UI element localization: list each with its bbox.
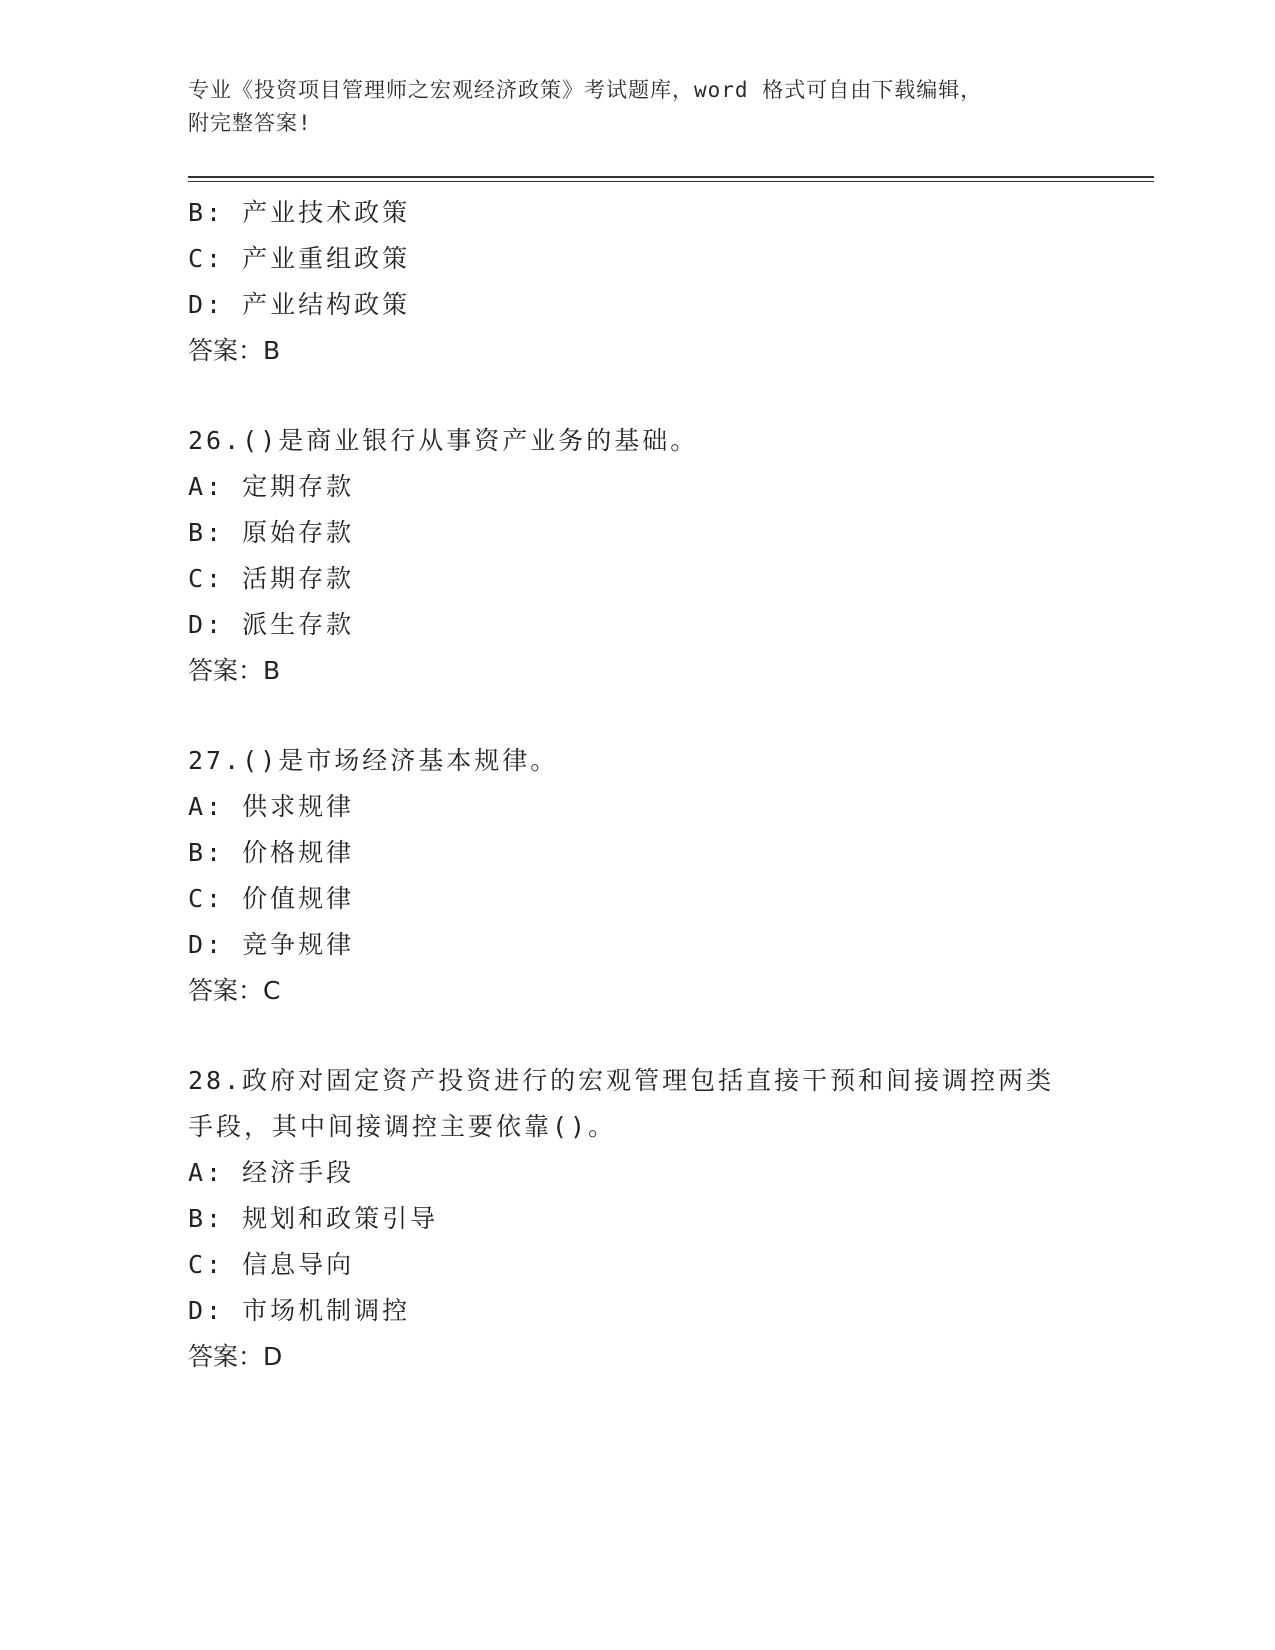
spacer bbox=[188, 374, 1088, 418]
document-header bbox=[188, 74, 1088, 140]
question-block-27 bbox=[188, 738, 1088, 1014]
option-b: B: 价格规律 bbox=[188, 838, 355, 867]
header-line-2: 附完整答案! bbox=[188, 111, 312, 135]
header-divider-thin bbox=[188, 181, 1154, 182]
question-text-line-1: 28.政府对固定资产投资进行的宏观管理包括直接干预和间接调控两类 bbox=[188, 1066, 1055, 1095]
answer: 答案：D bbox=[188, 1342, 283, 1371]
spacer bbox=[188, 1014, 1088, 1058]
option-d: D: 市场机制调控 bbox=[188, 1296, 411, 1325]
option-d: D: 派生存款 bbox=[188, 610, 355, 639]
option-a: A: 供求规律 bbox=[188, 792, 355, 821]
option-b: B: 规划和政策引导 bbox=[188, 1204, 439, 1233]
question-text: 26.()是商业银行从事资产业务的基础。 bbox=[188, 426, 699, 455]
option-c: C: 活期存款 bbox=[188, 564, 355, 593]
spacer bbox=[188, 694, 1088, 738]
option-c: C: 信息导向 bbox=[188, 1250, 355, 1279]
option-c: C: 价值规律 bbox=[188, 884, 355, 913]
header-divider-thick bbox=[188, 176, 1154, 178]
option-c: C: 产业重组政策 bbox=[188, 244, 411, 273]
option-d: D: 竞争规律 bbox=[188, 930, 355, 959]
option-d: D: 产业结构政策 bbox=[188, 290, 411, 319]
option-a: A: 经济手段 bbox=[188, 1158, 355, 1187]
option-b: B: 产业技术政策 bbox=[188, 198, 411, 227]
question-block-26 bbox=[188, 418, 1088, 694]
option-b: B: 原始存款 bbox=[188, 518, 355, 547]
question-content bbox=[188, 190, 1088, 1380]
question-text-line-2: 手段，其中间接调控主要依靠()。 bbox=[188, 1112, 617, 1141]
question-text: 27.()是市场经济基本规律。 bbox=[188, 746, 559, 775]
question-block-25 bbox=[188, 190, 1088, 374]
option-a: A: 定期存款 bbox=[188, 472, 355, 501]
question-block-28 bbox=[188, 1058, 1088, 1380]
answer: 答案：C bbox=[188, 976, 281, 1005]
answer: 答案：B bbox=[188, 656, 281, 685]
header-line-1: 专业《投资项目管理师之宏观经济政策》考试题库，word 格式可自由下载编辑， bbox=[188, 78, 983, 102]
answer: 答案：B bbox=[188, 336, 281, 365]
